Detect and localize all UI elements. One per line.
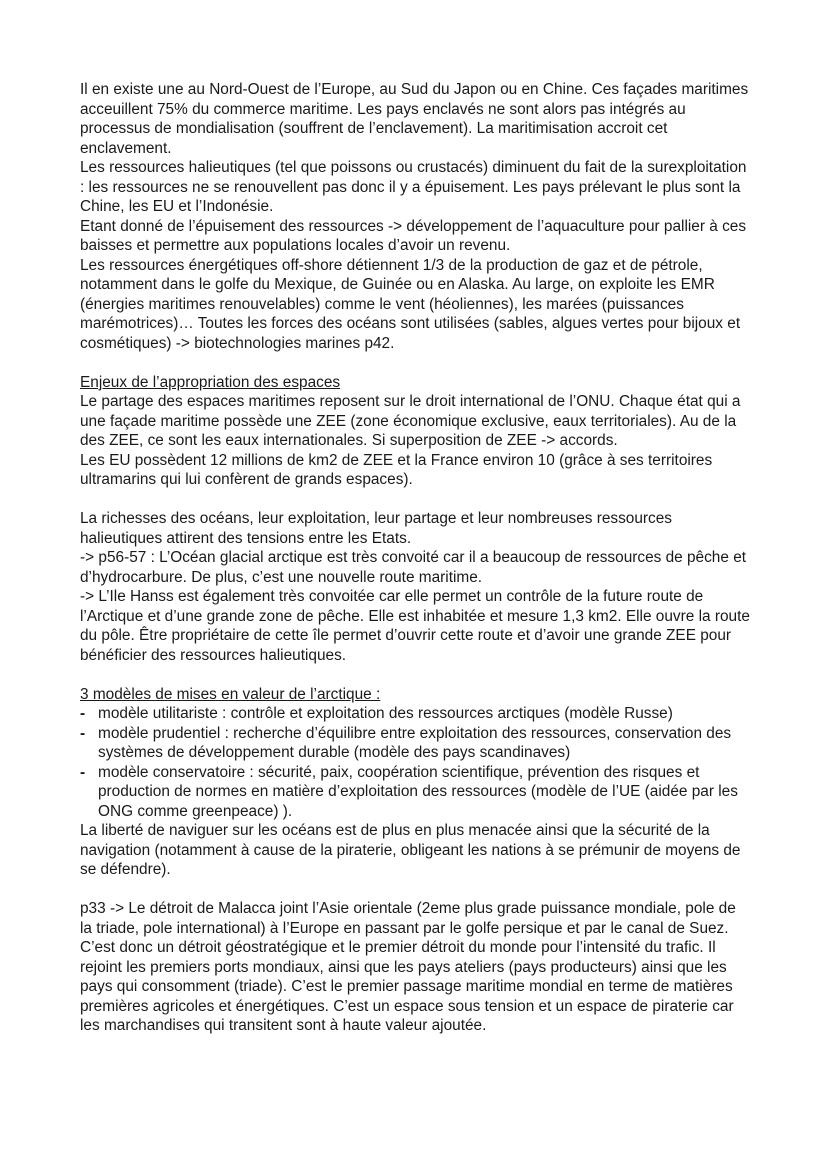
- paragraph-malacca-strait: p33 -> Le détroit de Malacca joint l’Asie orientale (2eme plus grade puissance mondiale, pole de la triade, pole international) à l’Europe en passant par le golfe persique et par le canal de Suez. C’est donc un détroit géostratégique et le premier détroit du monde pour l’intensité du trafic. Il rejoint les premiers ports mondiaux, ainsi que les pays ateliers (pays producteurs) ainsi que les pays qui consomment (triade). C’est le premier passage maritime mondial en terme de matières premières agricoles et énergétiques. C’est un espace sous tension et un espace de piraterie car les marchandises qui transitent sont à haute valeur ajoutée.: [80, 900, 736, 1034]
- paragraph-halieutic-resources: Les ressources halieutiques (tel que poissons ou crustacés) diminuent du fait de la surexploitation : les ressources ne se renouvellent pas donc il y a épuisement. Les pays prélevant le plus sont la Chine, les EU et l’Indonésie.: [80, 159, 747, 215]
- paragraph-zee-sizes: Les EU possèdent 12 millions de km2 de ZEE et la France environ 10 (grâce à ses territoires ultramarins qui lui confèrent de grands espaces).: [80, 451, 713, 488]
- list-item-text: modèle prudentiel : recherche d’équilibre entre exploitation des ressources, conservation des systèmes de développement durable (modèle des pays scandinaves): [98, 724, 732, 761]
- bullet-marker: -: [80, 724, 86, 742]
- paragraph-zee-sharing: Le partage des espaces maritimes reposent sur le droit international de l’ONU. Chaque état qui a une façade maritime possède une ZEE (zone économique exclusive, eaux territoriales). Au de la des ZEE, ce sont les eaux internationales. Si superposition de ZEE -> accords.: [80, 393, 741, 449]
- section-maritime-resources: [80, 80, 752, 353]
- paragraph-energy-resources: Les ressources énergétiques off-shore détiennent 1/3 de la production de gaz et de pétrole, notamment dans le golfe du Mexique, de Guinée ou en Alaska. Au large, on exploite les EMR (énergies maritimes renouvelables) comme le vent (héoliennes), les marées (puissances marémotrices)… Toutes les forces des océans sont utilisées (sables, algues vertes pour bijoux et cosmétiques) -> biotechnologies marines p42.: [80, 256, 741, 352]
- paragraph-aquaculture: Etant donné de l’épuisement des ressources -> développement de l’aquaculture pour pallier à ces baisses et permettre aux populations locales d’avoir un revenu.: [80, 217, 747, 254]
- list-item-prudential: [80, 724, 752, 763]
- paragraph-hans-island: -> L’Ile Hanss est également très convoitée car elle permet un contrôle de la future route de l’Arctique et d’une grande zone de pêche. Elle est inhabitée et mesure 1,3 km2. Elle ouvre la route du pôle. Être propriétaire de cette île permet d’ouvrir cette route et d’avoir une grande ZEE pour bénéficier des ressources halieutiques.: [80, 588, 750, 664]
- paragraph-facades: Il en existe une au Nord-Ouest de l’Europe, au Sud du Japon ou en Chine. Ces façades maritimes acceuillent 75% du commerce maritime. Les pays enclavés ne sont alors pas intégrés au processus de mondialisation (souffrent de l’enclavement). La maritimisation accroit cet enclavement.: [80, 81, 749, 157]
- section-tensions: [80, 509, 752, 665]
- paragraph-arctic-ocean: -> p56-57 : L’Océan glacial arctique est très convoité car il a beaucoup de ressources de pêche et d’hydrocarbure. De plus, c’est une nouvelle route maritime.: [80, 549, 747, 586]
- section-heading-arctic-models: 3 modèles de mises en valeur de l’arctique :: [80, 685, 381, 703]
- paragraph-tensions: La richesses des océans, leur exploitation, leur partage et leur nombreuses ressources halieutiques attirent des tensions entre les Etats.: [80, 510, 673, 547]
- section-heading-appropriation: Enjeux de l’appropriation des espaces: [80, 373, 341, 391]
- models-list: [80, 704, 752, 821]
- spacer: [80, 880, 752, 900]
- bullet-marker: -: [80, 705, 86, 722]
- spacer: [80, 665, 752, 685]
- list-item-utilitarian: [80, 704, 752, 724]
- bullet-marker: -: [80, 763, 86, 781]
- section-malacca: [80, 899, 752, 1036]
- list-item-text: modèle utilitariste : contrôle et exploitation des ressources arctiques (modèle Russe): [98, 705, 673, 722]
- section-appropriation: [80, 373, 752, 490]
- spacer: [80, 490, 752, 510]
- section-arctic-models: [80, 685, 752, 880]
- list-item-text: modèle conservatoire : sécurité, paix, coopération scientifique, prévention des risques et production de normes en matière d’exploitation des ressources (modèle de l’UE (aidée par les ONG comme greenpeace) ).: [98, 763, 738, 820]
- list-item-conservation: [80, 763, 752, 822]
- spacer: [80, 353, 752, 373]
- paragraph-navigation-freedom: La liberté de naviguer sur les océans est de plus en plus menacée ainsi que la sécurité de la navigation (notamment à cause de la piraterie, obligeant les nations à se prémunir de moyens de se défendre).: [80, 822, 741, 878]
- document-page: [80, 80, 752, 1036]
